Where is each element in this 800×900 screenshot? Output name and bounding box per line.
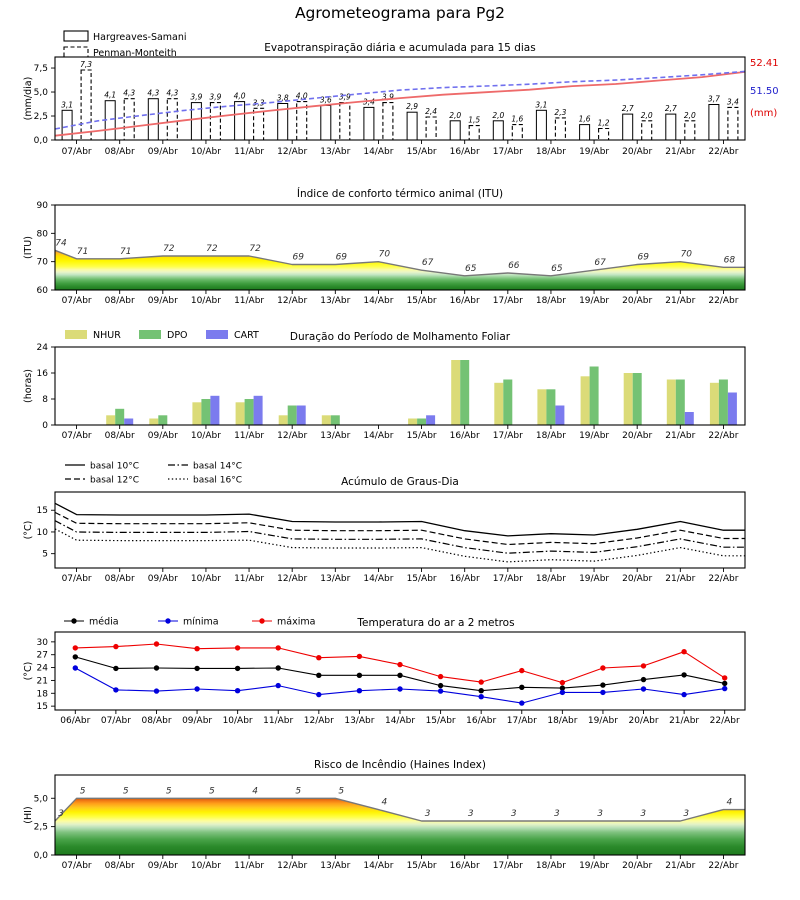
svg-text:65: 65 (551, 263, 563, 274)
svg-text:17/Abr: 17/Abr (492, 861, 523, 871)
legend-evapotranspiracao (64, 31, 187, 59)
svg-text:(ITU): (ITU) (23, 236, 34, 259)
svg-text:4: 4 (252, 786, 258, 797)
svg-text:16/Abr: 16/Abr (449, 296, 480, 306)
svg-text:3: 3 (554, 809, 560, 819)
svg-text:21/Abr: 21/Abr (665, 147, 696, 157)
svg-text:22/Abr: 22/Abr (709, 716, 740, 726)
svg-text:69: 69 (292, 252, 304, 263)
svg-text:2,0: 2,0 (640, 110, 653, 120)
svg-text:1,2: 1,2 (597, 118, 610, 128)
svg-text:68: 68 (723, 255, 736, 266)
svg-text:22/Abr: 22/Abr (708, 431, 739, 441)
svg-text:17/Abr: 17/Abr (492, 574, 523, 584)
svg-text:12/Abr: 12/Abr (277, 431, 308, 441)
chart-evapotranspiracao (23, 31, 779, 157)
svg-text:10/Abr: 10/Abr (190, 147, 221, 157)
svg-text:3,7: 3,7 (707, 94, 720, 104)
svg-text:11/Abr: 11/Abr (234, 296, 265, 306)
svg-text:07/Abr: 07/Abr (61, 147, 92, 157)
svg-text:3,9: 3,9 (338, 92, 351, 102)
svg-text:0: 0 (42, 421, 48, 431)
svg-text:16: 16 (36, 369, 48, 379)
svg-text:7,3: 7,3 (80, 60, 93, 69)
svg-text:2,5: 2,5 (33, 822, 48, 833)
svg-text:5,0: 5,0 (33, 794, 48, 805)
svg-text:18/Abr: 18/Abr (535, 147, 566, 157)
svg-text:08/Abr: 08/Abr (104, 431, 135, 441)
svg-text:3: 3 (58, 809, 64, 819)
svg-text:65: 65 (464, 263, 477, 274)
cumulative-annotations (750, 58, 779, 119)
svg-text:13/Abr: 13/Abr (344, 716, 375, 726)
chart-temperatura (23, 617, 745, 727)
svg-text:basal 10°C: basal 10°C (90, 461, 140, 472)
svg-text:27: 27 (36, 650, 48, 661)
svg-text:13/Abr: 13/Abr (320, 861, 351, 871)
svg-text:2,7: 2,7 (621, 104, 634, 114)
svg-text:2,5: 2,5 (33, 112, 48, 122)
svg-text:24: 24 (36, 343, 48, 353)
svg-text:3,4: 3,4 (726, 97, 739, 107)
svg-text:16/Abr: 16/Abr (449, 574, 480, 584)
svg-text:2,4: 2,4 (425, 107, 438, 116)
svg-text:07/Abr: 07/Abr (61, 574, 92, 584)
svg-text:3,6: 3,6 (319, 95, 332, 105)
svg-text:70: 70 (680, 249, 693, 260)
svg-text:18/Abr: 18/Abr (535, 861, 566, 871)
svg-text:08/Abr: 08/Abr (141, 716, 172, 726)
svg-text:19/Abr: 19/Abr (579, 574, 610, 584)
svg-text:CART: CART (234, 330, 259, 341)
svg-text:3: 3 (467, 809, 474, 819)
svg-text:7,5: 7,5 (33, 64, 48, 74)
axes-temperatura (23, 617, 745, 726)
svg-text:19/Abr: 19/Abr (579, 296, 610, 306)
svg-text:(mm): (mm) (750, 108, 778, 119)
svg-text:70: 70 (36, 257, 48, 268)
svg-text:5,0: 5,0 (33, 88, 48, 98)
svg-text:08/Abr: 08/Abr (104, 861, 135, 871)
svg-text:Duração do Período de Molhamen: Duração do Período de Molhamento Foliar (289, 331, 511, 343)
svg-text:72: 72 (163, 244, 175, 254)
svg-text:basal 12°C: basal 12°C (90, 475, 140, 486)
svg-text:Risco de Incêndio (Haines Inde: Risco de Incêndio (Haines Index) (314, 759, 486, 771)
svg-text:DPO: DPO (167, 330, 188, 341)
svg-text:07/Abr: 07/Abr (100, 716, 131, 726)
svg-text:3,9: 3,9 (190, 92, 203, 102)
svg-text:10/Abr: 10/Abr (190, 574, 221, 584)
svg-text:14/Abr: 14/Abr (363, 296, 394, 306)
svg-text:2,3: 2,3 (554, 107, 567, 117)
svg-text:3,1: 3,1 (535, 100, 548, 110)
page-title: Agrometeograma para Pg2 (294, 4, 506, 22)
svg-text:5: 5 (295, 786, 302, 797)
svg-text:21/Abr: 21/Abr (665, 296, 696, 306)
svg-text:13/Abr: 13/Abr (320, 147, 351, 157)
svg-text:69: 69 (637, 252, 649, 263)
svg-text:(°C): (°C) (23, 661, 34, 681)
svg-text:19/Abr: 19/Abr (579, 861, 610, 871)
svg-text:10: 10 (36, 528, 48, 538)
svg-text:2,0: 2,0 (492, 110, 505, 120)
svg-text:15/Abr: 15/Abr (406, 574, 437, 584)
svg-text:11/Abr: 11/Abr (234, 147, 265, 157)
svg-text:52.41: 52.41 (750, 58, 779, 69)
svg-text:09/Abr: 09/Abr (147, 861, 178, 871)
svg-text:2,0: 2,0 (449, 110, 462, 120)
svg-text:12/Abr: 12/Abr (277, 574, 308, 584)
svg-text:09/Abr: 09/Abr (147, 574, 178, 584)
svg-text:NHUR: NHUR (93, 330, 121, 341)
svg-text:80: 80 (36, 229, 48, 240)
svg-text:0,0: 0,0 (33, 136, 48, 146)
svg-text:11/Abr: 11/Abr (234, 431, 265, 441)
chart-molhamento-foliar (23, 330, 745, 441)
svg-text:20/Abr: 20/Abr (622, 861, 653, 871)
svg-text:2,9: 2,9 (406, 102, 419, 112)
legend-molhamento (65, 330, 259, 341)
svg-text:16/Abr: 16/Abr (449, 147, 480, 157)
svg-text:5: 5 (165, 786, 172, 797)
svg-text:(horas): (horas) (23, 369, 34, 403)
svg-text:3: 3 (683, 809, 690, 819)
svg-text:66: 66 (508, 261, 520, 271)
svg-text:72: 72 (249, 244, 261, 254)
svg-text:22/Abr: 22/Abr (708, 147, 739, 157)
svg-text:13/Abr: 13/Abr (320, 431, 351, 441)
svg-text:Índice de conforto térmico ani: Índice de conforto térmico animal (ITU) (296, 188, 504, 200)
svg-text:18/Abr: 18/Abr (547, 716, 578, 726)
svg-text:16/Abr: 16/Abr (449, 431, 480, 441)
svg-text:3,3: 3,3 (252, 98, 265, 108)
series-cart (124, 393, 737, 426)
chart-itu (23, 187, 745, 306)
svg-text:4,3: 4,3 (147, 88, 160, 98)
svg-text:(°C): (°C) (23, 520, 34, 540)
svg-text:Evapotranspiração diária e acu: Evapotranspiração diária e acumulada para 15 dias (264, 42, 536, 54)
svg-text:19/Abr: 19/Abr (587, 716, 618, 726)
svg-text:16/Abr: 16/Abr (449, 861, 480, 871)
svg-text:10/Abr: 10/Abr (190, 296, 221, 306)
svg-text:18/Abr: 18/Abr (535, 431, 566, 441)
svg-text:90: 90 (36, 201, 48, 211)
svg-text:20/Abr: 20/Abr (622, 147, 653, 157)
svg-text:15/Abr: 15/Abr (406, 861, 437, 871)
svg-text:22/Abr: 22/Abr (708, 574, 739, 584)
svg-text:74: 74 (55, 238, 67, 249)
svg-text:06/Abr: 06/Abr (60, 716, 91, 726)
svg-text:07/Abr: 07/Abr (61, 296, 92, 306)
svg-text:67: 67 (421, 258, 434, 269)
svg-text:basal 14°C: basal 14°C (193, 461, 243, 472)
svg-text:1,6: 1,6 (511, 114, 524, 124)
svg-text:20/Abr: 20/Abr (622, 296, 653, 306)
svg-text:21/Abr: 21/Abr (665, 574, 696, 584)
svg-text:17/Abr: 17/Abr (492, 296, 523, 306)
svg-text:3,8: 3,8 (276, 93, 289, 103)
series-haines (55, 786, 745, 855)
svg-text:3,9: 3,9 (209, 92, 222, 102)
svg-text:24: 24 (36, 663, 48, 674)
svg-text:15/Abr: 15/Abr (406, 296, 437, 306)
svg-text:07/Abr: 07/Abr (61, 431, 92, 441)
svg-text:15/Abr: 15/Abr (406, 431, 437, 441)
svg-text:30: 30 (36, 637, 48, 648)
svg-text:13/Abr: 13/Abr (320, 296, 351, 306)
svg-text:(mm/dia): (mm/dia) (23, 76, 34, 121)
svg-text:22/Abr: 22/Abr (708, 861, 739, 871)
svg-text:(HI): (HI) (23, 806, 34, 824)
svg-text:1,5: 1,5 (468, 115, 481, 125)
series-itu (55, 238, 745, 290)
svg-text:60: 60 (36, 286, 48, 296)
svg-text:14/Abr: 14/Abr (363, 861, 394, 871)
svg-text:10/Abr: 10/Abr (222, 716, 253, 726)
svg-text:15/Abr: 15/Abr (425, 716, 456, 726)
svg-text:20/Abr: 20/Abr (622, 431, 653, 441)
svg-text:19/Abr: 19/Abr (579, 147, 610, 157)
svg-text:22/Abr: 22/Abr (708, 296, 739, 306)
svg-text:21/Abr: 21/Abr (665, 431, 696, 441)
svg-text:20/Abr: 20/Abr (628, 716, 659, 726)
svg-text:11/Abr: 11/Abr (263, 716, 294, 726)
svg-text:12/Abr: 12/Abr (303, 716, 334, 726)
svg-text:14/Abr: 14/Abr (363, 431, 394, 441)
svg-text:18: 18 (36, 689, 48, 700)
svg-text:10/Abr: 10/Abr (190, 861, 221, 871)
svg-text:5: 5 (79, 786, 86, 797)
svg-text:18/Abr: 18/Abr (535, 574, 566, 584)
svg-text:4,0: 4,0 (295, 91, 308, 101)
svg-text:21/Abr: 21/Abr (669, 716, 700, 726)
svg-text:3,4: 3,4 (362, 97, 375, 107)
svg-text:3,1: 3,1 (61, 100, 74, 110)
legend-graus-dia (65, 462, 242, 486)
svg-text:08/Abr: 08/Abr (104, 296, 135, 306)
svg-text:10/Abr: 10/Abr (190, 431, 221, 441)
svg-text:12/Abr: 12/Abr (277, 147, 308, 157)
svg-text:média: média (89, 616, 119, 628)
svg-text:72: 72 (206, 244, 218, 254)
svg-text:3: 3 (424, 809, 431, 819)
svg-text:14/Abr: 14/Abr (363, 574, 394, 584)
svg-text:Temperatura do ar a 2 metros: Temperatura do ar a 2 metros (357, 617, 515, 629)
svg-text:4: 4 (381, 797, 388, 808)
svg-text:09/Abr: 09/Abr (147, 296, 178, 306)
svg-text:máxima: máxima (277, 616, 316, 628)
svg-text:4: 4 (726, 797, 733, 808)
svg-text:3: 3 (640, 809, 647, 819)
svg-text:2,0: 2,0 (683, 110, 696, 120)
svg-text:08/Abr: 08/Abr (104, 147, 135, 157)
svg-text:4,1: 4,1 (104, 90, 117, 100)
svg-text:20/Abr: 20/Abr (622, 574, 653, 584)
svg-text:07/Abr: 07/Abr (61, 861, 92, 871)
svg-text:Acúmulo de Graus-Dia: Acúmulo de Graus-Dia (341, 476, 459, 488)
svg-text:15: 15 (36, 702, 48, 713)
svg-text:15/Abr: 15/Abr (406, 147, 437, 157)
svg-text:08/Abr: 08/Abr (104, 574, 135, 584)
svg-text:70: 70 (378, 249, 391, 260)
series-nhur (106, 360, 719, 425)
svg-text:71: 71 (76, 246, 89, 257)
svg-text:17/Abr: 17/Abr (506, 716, 537, 726)
svg-text:0,0: 0,0 (33, 851, 48, 861)
svg-text:21/Abr: 21/Abr (665, 861, 696, 871)
svg-text:12/Abr: 12/Abr (277, 296, 308, 306)
svg-text:15: 15 (36, 506, 48, 517)
svg-text:14/Abr: 14/Abr (384, 716, 416, 726)
chart-graus-dia (23, 462, 745, 585)
svg-text:3: 3 (510, 809, 517, 819)
series-dpo (115, 360, 728, 425)
svg-text:mínima: mínima (183, 616, 219, 628)
svg-text:11/Abr: 11/Abr (234, 861, 265, 871)
svg-text:Hargreaves-Samani: Hargreaves-Samani (93, 32, 187, 43)
svg-text:17/Abr: 17/Abr (492, 147, 523, 157)
svg-text:4,3: 4,3 (166, 88, 179, 98)
svg-text:17/Abr: 17/Abr (492, 431, 523, 441)
svg-text:8: 8 (42, 395, 48, 405)
chart-haines (23, 759, 745, 871)
svg-text:69: 69 (335, 252, 348, 263)
svg-text:Penman-Monteith: Penman-Monteith (93, 48, 177, 59)
svg-text:3: 3 (597, 809, 603, 819)
svg-text:4,0: 4,0 (233, 91, 246, 101)
legend-temperatura (64, 617, 315, 628)
svg-text:16/Abr: 16/Abr (466, 716, 497, 726)
svg-text:19/Abr: 19/Abr (579, 431, 610, 441)
svg-text:21: 21 (36, 676, 48, 687)
svg-text:12/Abr: 12/Abr (277, 861, 308, 871)
svg-text:4,3: 4,3 (123, 88, 136, 98)
svg-text:09/Abr: 09/Abr (147, 431, 178, 441)
svg-text:13/Abr: 13/Abr (320, 574, 351, 584)
svg-text:11/Abr: 11/Abr (234, 574, 265, 584)
svg-text:2,7: 2,7 (664, 104, 677, 114)
svg-text:1,6: 1,6 (578, 114, 591, 124)
svg-text:14/Abr: 14/Abr (363, 147, 394, 157)
svg-text:71: 71 (119, 246, 132, 257)
svg-text:51.50: 51.50 (750, 86, 779, 97)
svg-text:5: 5 (209, 786, 215, 797)
svg-text:09/Abr: 09/Abr (182, 716, 213, 726)
svg-text:5: 5 (122, 786, 129, 797)
svg-text:18/Abr: 18/Abr (535, 296, 566, 306)
svg-text:basal 16°C: basal 16°C (193, 475, 243, 486)
svg-text:5: 5 (42, 549, 48, 560)
svg-text:09/Abr: 09/Abr (147, 147, 178, 157)
svg-text:5: 5 (338, 786, 345, 797)
svg-text:67: 67 (594, 258, 606, 269)
svg-text:3,9: 3,9 (381, 92, 394, 102)
